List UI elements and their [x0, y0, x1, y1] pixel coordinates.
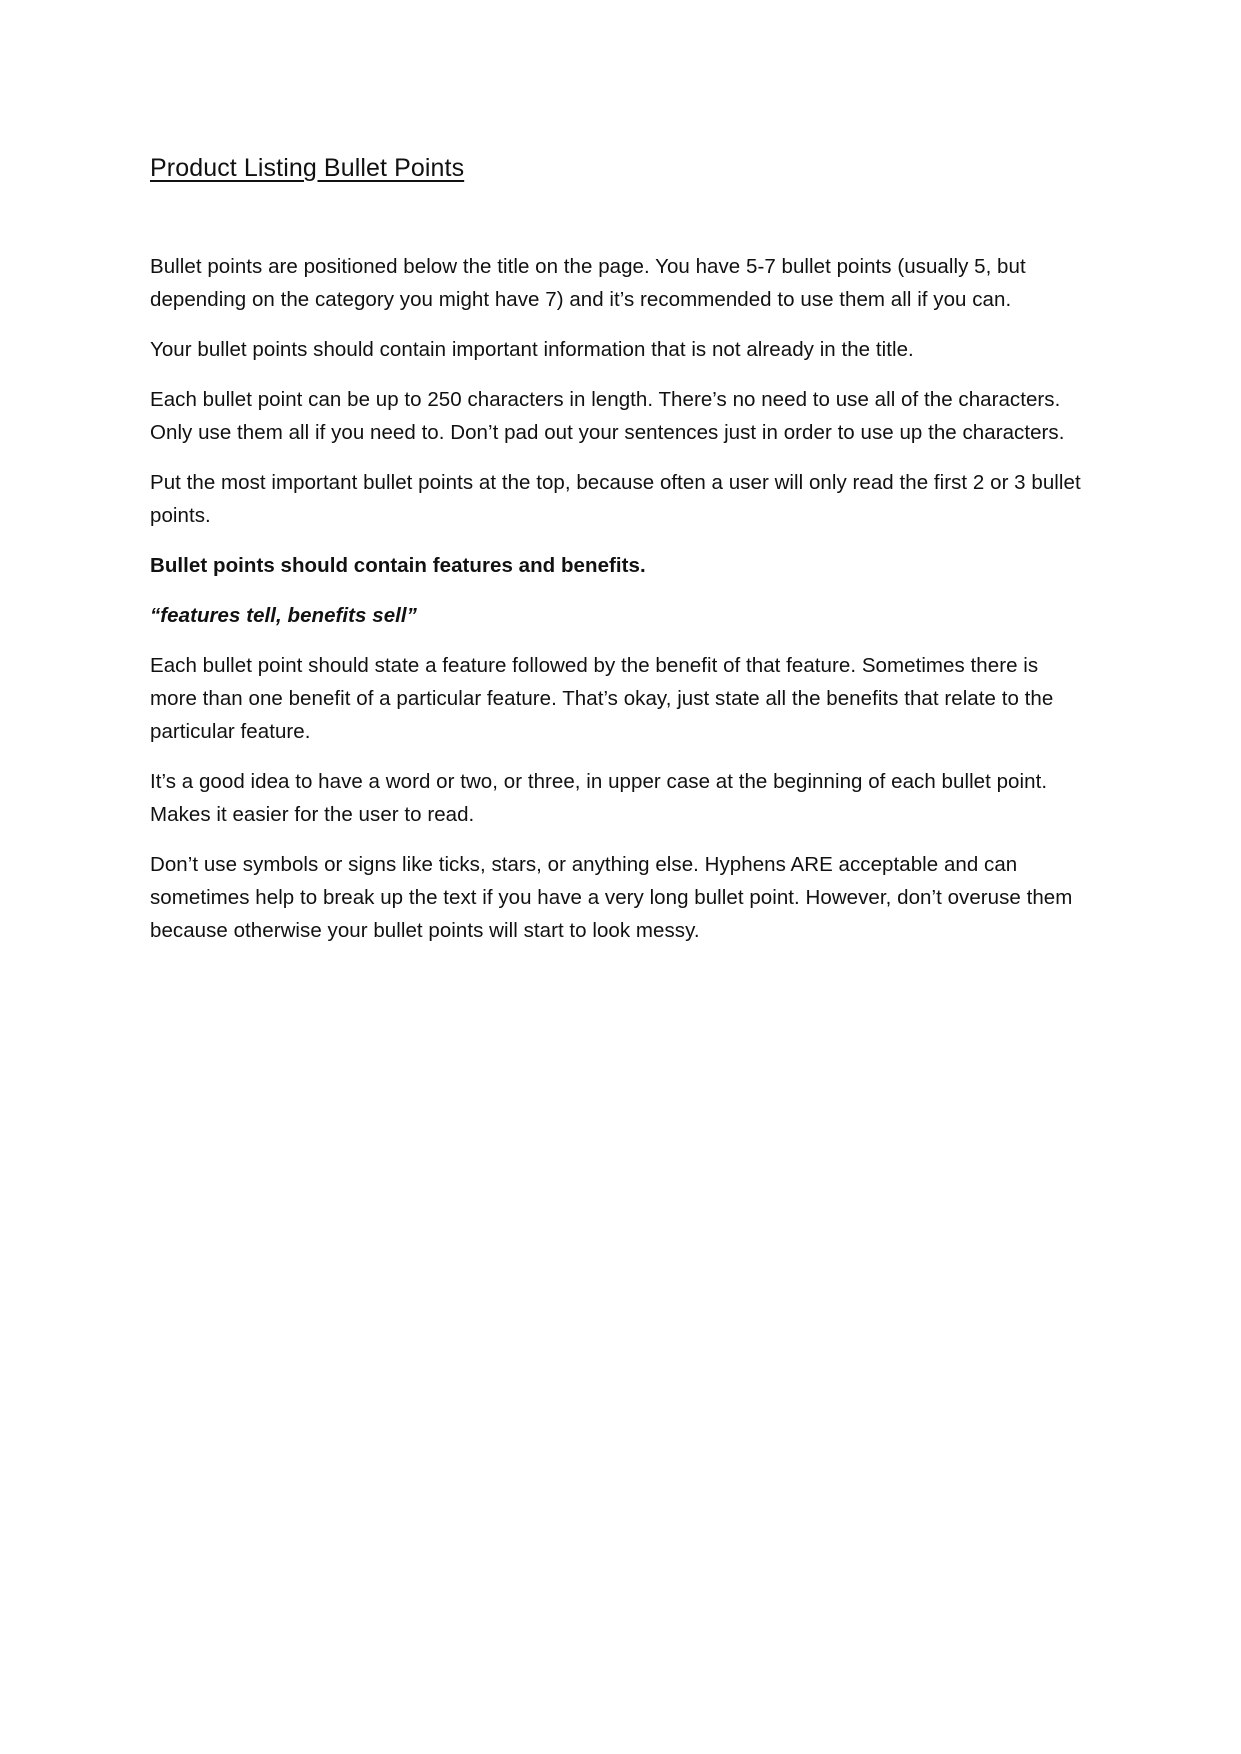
paragraph-bullet-position: Bullet points are positioned below the title on the page. You have 5-7 bullet points (usually 5, but depending on the category you might have 7) and it’s recommended to use them all if you can.: [150, 255, 1026, 311]
paragraph-upper-case: It’s a good idea to have a word or two, or three, in upper case at the beginning of each bullet point. Makes it easier for the user to read.: [150, 770, 1048, 826]
paragraph-features-benefits-heading: Bullet points should contain features and benefits.: [150, 554, 646, 577]
paragraph-character-limit: Each bullet point can be up to 250 characters in length. There’s no need to use all of the characters. Only use them all if you need to. Don’t pad out your sentences just in order to use up the characters.: [150, 388, 1065, 444]
document-title: Product Listing Bullet Points: [150, 154, 465, 182]
paragraph-symbols: Don’t use symbols or signs like ticks, stars, or anything else. Hyphens ARE acceptable and can sometimes help to break up the text if you have a very long bullet point. However, don’t overuse them because otherwise your bullet points will start to look messy.: [150, 853, 1073, 942]
paragraph-ordering: Put the most important bullet points at the top, because often a user will only read the first 2 or 3 bullet points.: [150, 471, 1081, 527]
document-body: [150, 150, 1090, 964]
paragraph-important-info: Your bullet points should contain important information that is not already in the title.: [150, 338, 914, 361]
paragraph-quote: “features tell, benefits sell”: [150, 604, 417, 627]
paragraph-feature-benefit: Each bullet point should state a feature followed by the benefit of that feature. Sometimes there is more than one benefit of a particular feature. That’s okay, just state all the benefits that relate to the particular feature.: [150, 654, 1054, 743]
